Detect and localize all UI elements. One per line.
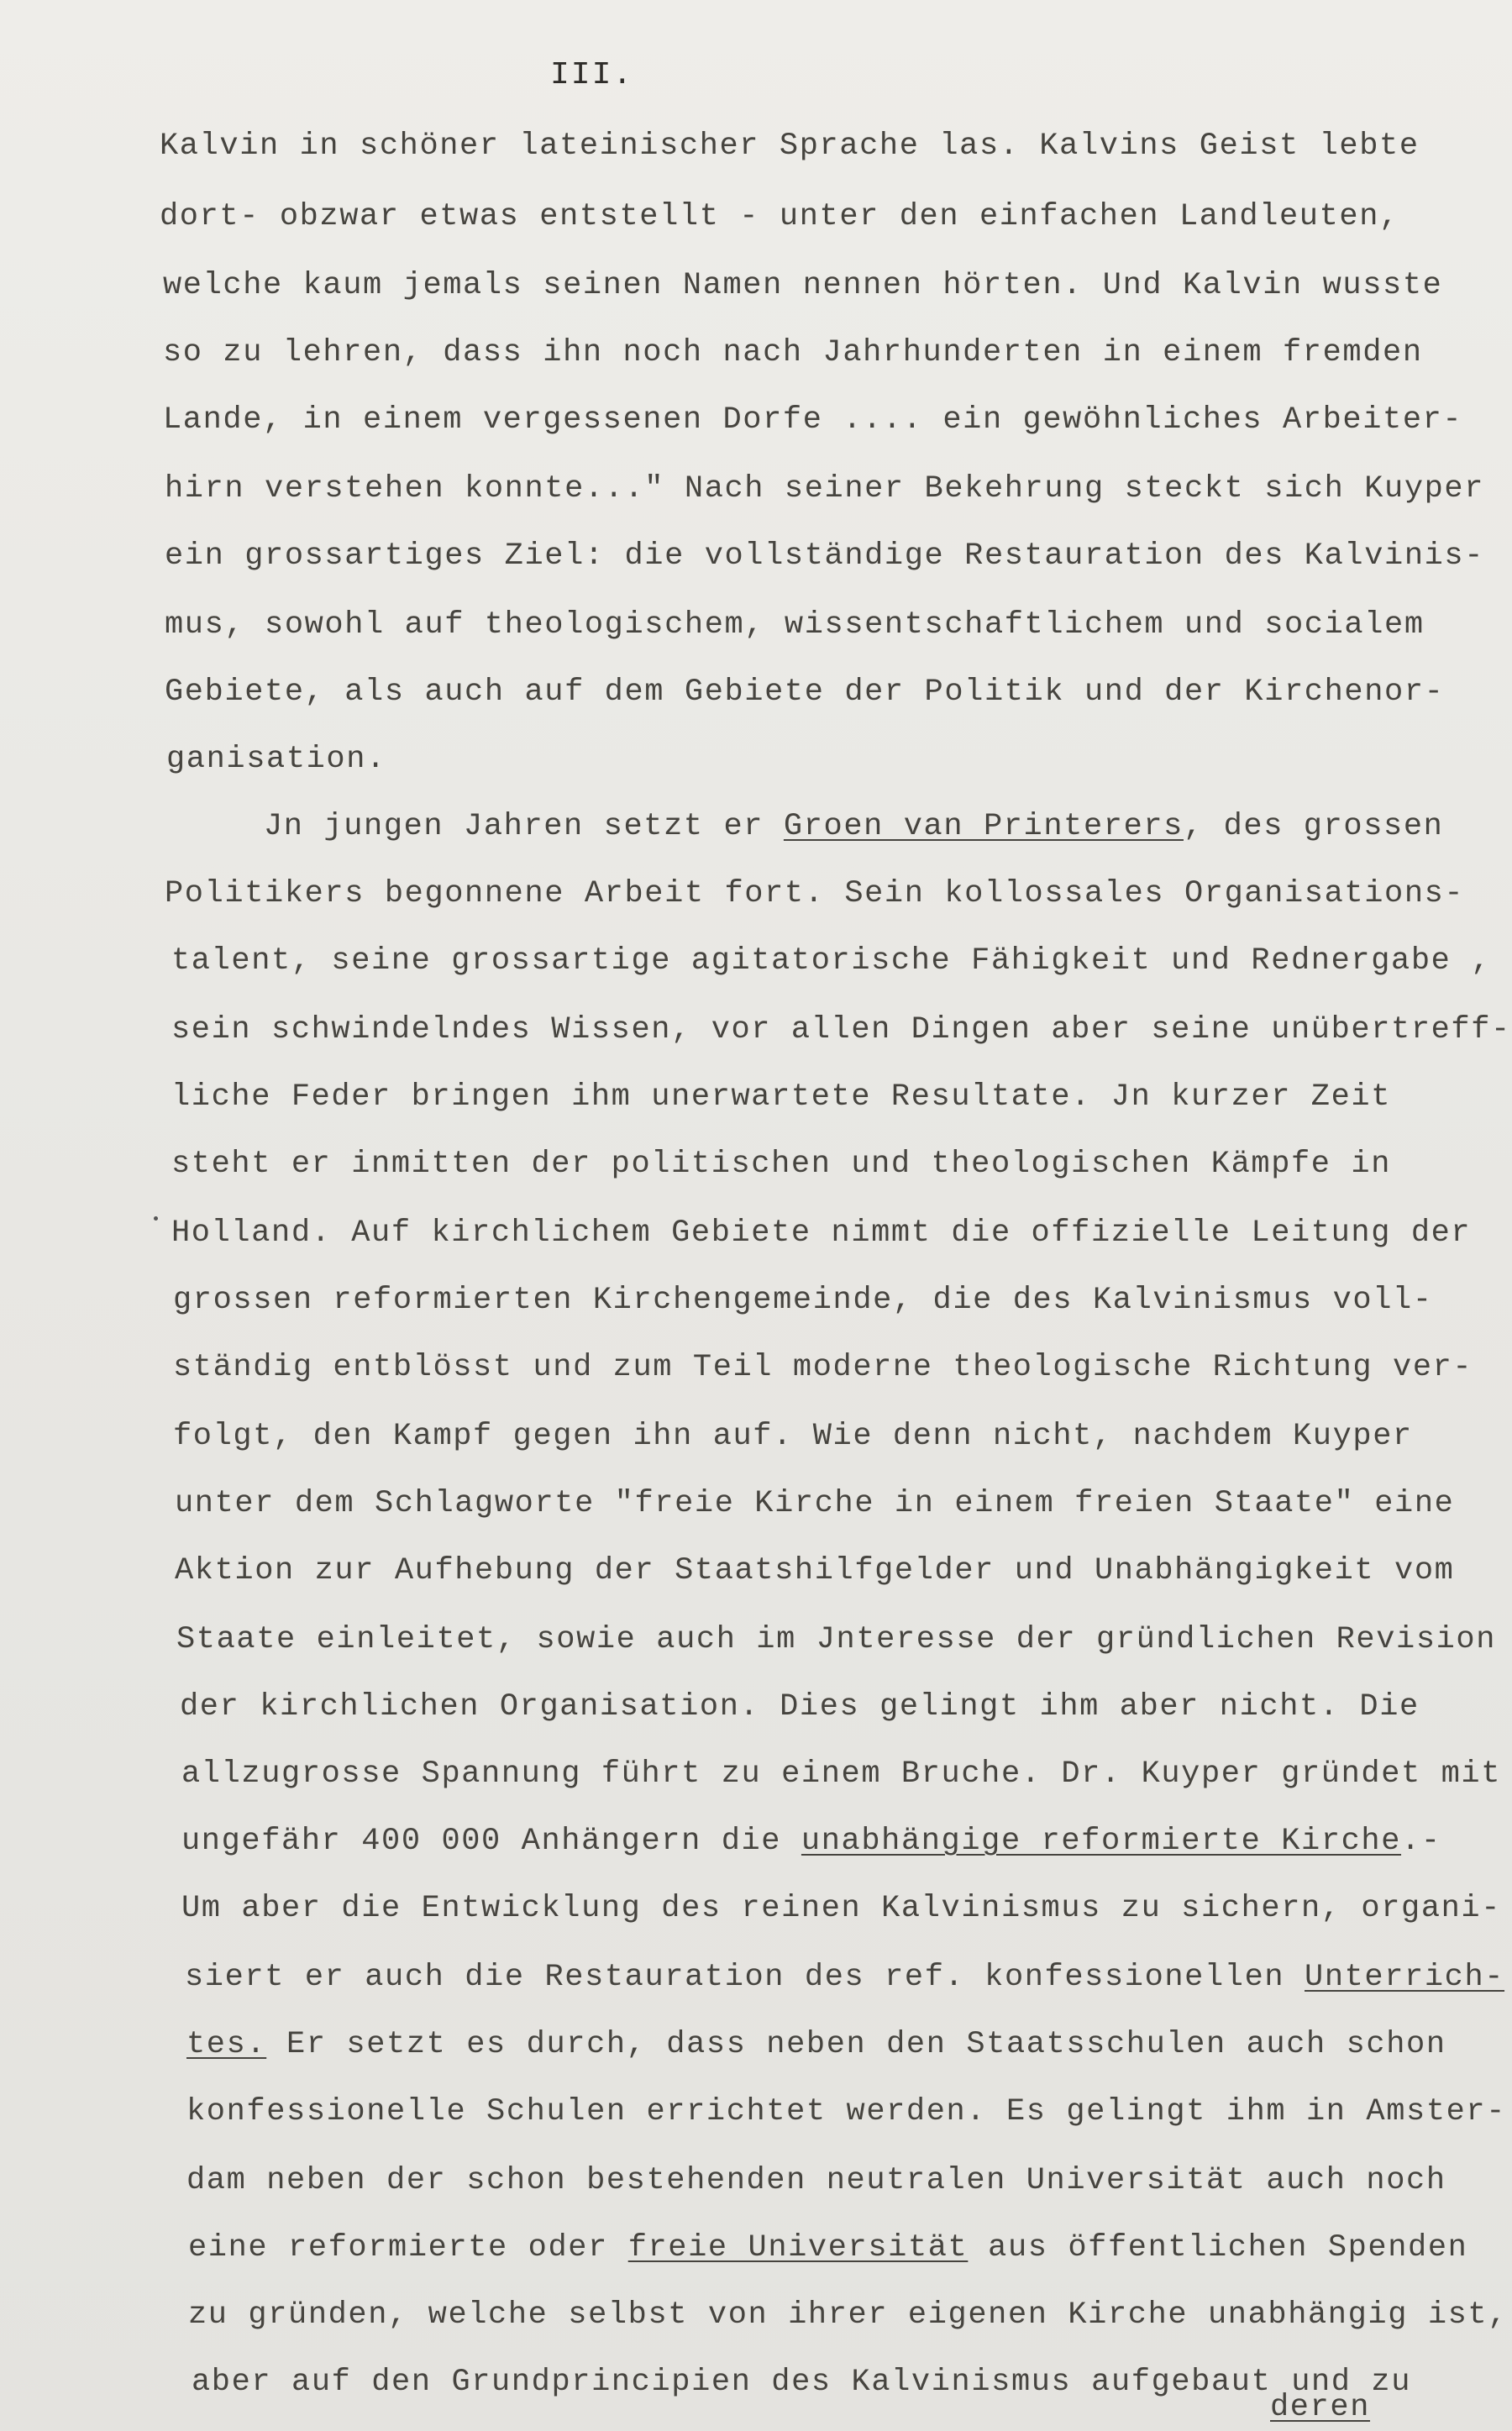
line-text: Lande, in einem vergessenen Dorfe .... ein gewöhnliches Arbeiter- [163,402,1463,438]
line-text: konfessionelle Schulen errichtet werden. Es gelingt ihm in Amster- [186,2094,1507,2129]
text-line [173,1418,1413,1455]
text-line [186,2093,1506,2130]
line-text: hirn verstehen konnte..." Nach seiner Bekehrung steckt sich Kuyper [165,471,1485,507]
ink-speck [154,1216,158,1221]
line-text-after: , des grossen [1183,809,1444,844]
line-text: folgt, den Kampf gegen ihn auf. Wie denn nicht, nachdem Kuyper [173,1419,1413,1454]
text-line [171,1079,1391,1116]
text-line [165,875,1464,912]
text-line [176,1621,1496,1658]
line-text: steht er inmitten der politischen und theologischen Kämpfe in [171,1147,1392,1182]
text-line [173,1349,1473,1386]
line-text: Politikers begonnene Arbeit fort. Sein kollossales Organisations- [165,876,1465,911]
underlined-text: Unterrich- [1305,1960,1505,1995]
line-text-before: Jn jungen Jahren setzt er [264,809,784,844]
text-line [181,1823,1441,1860]
text-line [165,538,1484,575]
text-line [165,674,1444,711]
line-text: dam neben der schon bestehenden neutralen Universität auch noch [186,2163,1446,2198]
line-text: der kirchlichen Organisation. Dies gelingt ihm aber nicht. Die [180,1689,1420,1725]
text-line [181,1756,1501,1793]
line-text: talent, seine grossartige agitatorische Fähigkeit und Rednergabe , [171,943,1492,979]
text-line [171,1146,1391,1183]
text-line [165,470,1484,507]
text-line [160,198,1399,235]
text-line [163,267,1442,304]
line-text: so zu lehren, dass ihn noch nach Jahrhunderten in einem fremden [163,335,1423,370]
line-text: Um aber die Entwicklung des reinen Kalvinismus zu sichern, organi- [181,1891,1502,1926]
line-text-after: Er setzt es durch, dass neben den Staatsschulen auch schon [266,2027,1446,2062]
line-text-before: eine reformierte oder [188,2230,628,2266]
text-line [188,2229,1467,2266]
text-line [165,606,1425,643]
text-line [1270,2389,1370,2426]
line-text: ständig entblösst und zum Teil moderne theologische Richtung ver- [173,1350,1473,1385]
text-line [264,808,1443,845]
page-number: III. [550,57,634,93]
line-text: welche kaum jemals seinen Namen nennen hörten. Und Kalvin wusste [163,268,1443,303]
text-line [171,1215,1471,1252]
line-text: dort- obzwar etwas entstellt - unter den einfachen Landleuten, [160,199,1399,234]
underlined-text: tes. [186,2027,267,2062]
underlined-text: freie Universität [627,2230,969,2266]
line-text: allzugrosse Spannung führt zu einem Bruche. Dr. Kuyper gründet mit [181,1756,1502,1792]
text-line [185,1959,1504,1996]
line-text: unter dem Schlagworte "freie Kirche in einem freien Staate" eine [175,1486,1455,1521]
line-text: liche Feder bringen ihm unerwartete Resultate. Jn kurzer Zeit [171,1079,1392,1115]
text-line [173,1282,1433,1319]
line-text: aber auf den Grundprincipien des Kalvinismus aufgebaut und zu [192,2365,1412,2400]
text-line [171,1011,1511,1048]
line-text: Kalvin in schöner lateinischer Sprache las. Kalvins Geist lebte [160,129,1420,164]
text-line [175,1552,1454,1589]
underlined-text: Groen van Printerers [783,809,1184,844]
text-line [192,2364,1411,2401]
text-line [163,334,1423,371]
text-line [160,128,1420,165]
line-text: ein grossartiges Ziel: die vollständige Restauration des Kalvinis- [165,538,1485,574]
text-line [171,942,1491,979]
line-text: ganisation. [166,742,386,777]
text-line [175,1485,1454,1522]
line-text: zu gründen, welche selbst von ihrer eigenen Kirche unabhängig ist, [188,2297,1509,2333]
line-text-before: ungefähr 400 000 Anhängern die [181,1824,801,1859]
text-line [163,402,1462,438]
text-line [180,1688,1420,1725]
line-text: Staate einleitet, sowie auch im Jnteresse der gründlichen Revision [176,1622,1497,1657]
line-text: Aktion zur Aufhebung der Staatshilfgelder und Unabhängigkeit vom [175,1553,1455,1588]
line-text: Holland. Auf kirchlichem Gebiete nimmt die offizielle Leitung der [171,1216,1472,1251]
text-line [181,1890,1501,1927]
text-line [188,2297,1508,2334]
line-text-before: siert er auch die Restauration des ref. konfessionellen [185,1960,1305,1995]
underlined-text: unabhängige reformierte Kirche [801,1824,1402,1859]
text-line [166,741,386,778]
line-text: grossen reformierten Kirchengemeinde, die des Kalvinismus voll- [173,1283,1433,1318]
line-text: sein schwindelndes Wissen, vor allen Dingen aber seine unübertreff- [171,1012,1511,1047]
text-line [186,2026,1446,2063]
line-text-after: .- [1401,1824,1441,1859]
text-line [186,2162,1446,2199]
line-text-after: aus öffentlichen Spenden [968,2230,1468,2266]
line-text: Gebiete, als auch auf dem Gebiete der Politik und der Kirchenor- [165,675,1445,710]
underlined-text: deren [1270,2390,1371,2425]
line-text: mus, sowohl auf theologischem, wissentschaftlichem und socialem [165,607,1425,643]
